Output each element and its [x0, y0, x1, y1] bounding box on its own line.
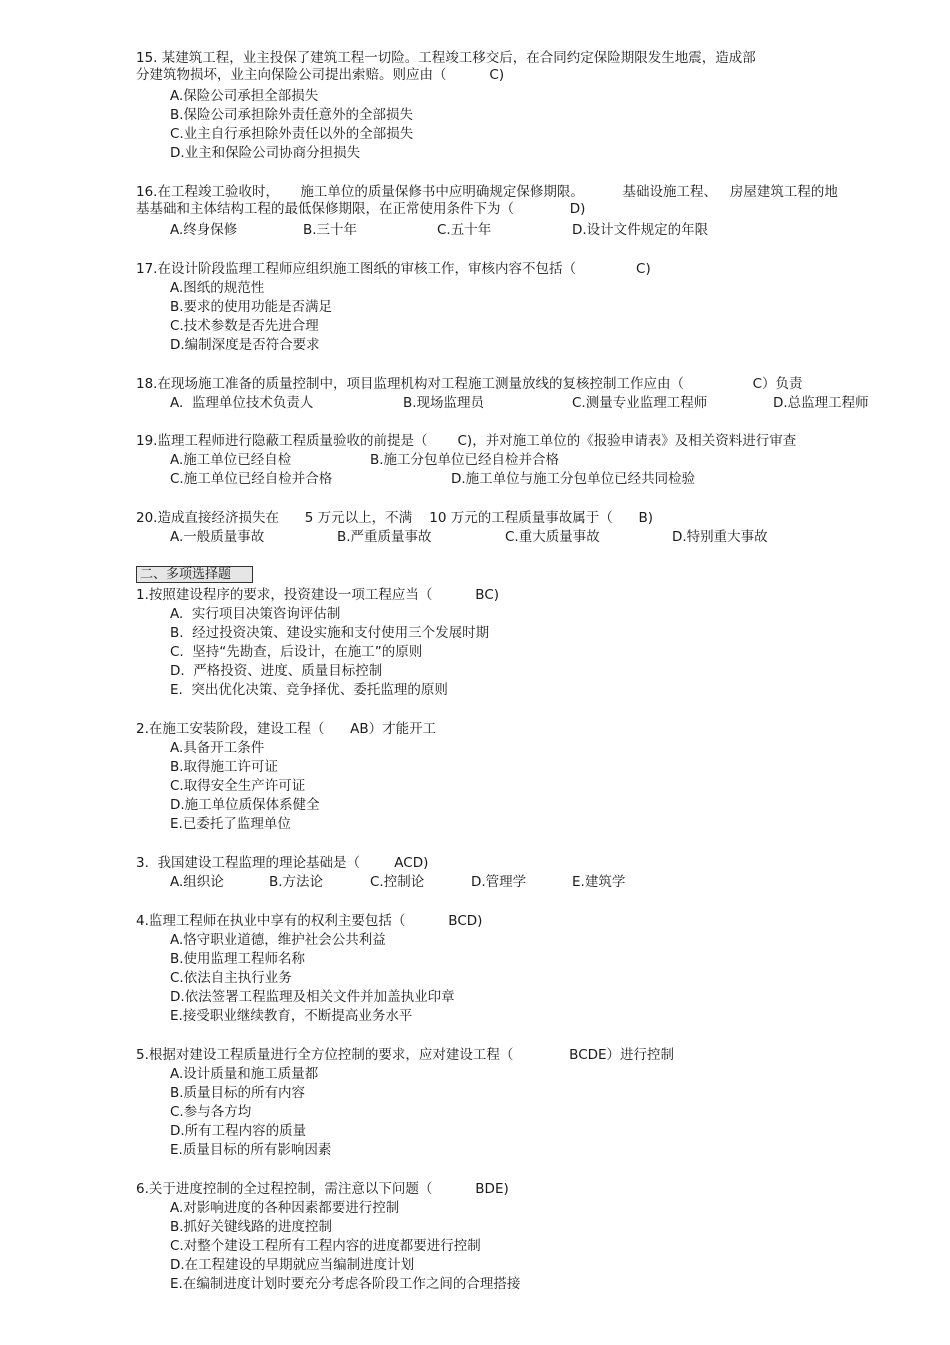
multi-question-1-option-c: C. 坚持“先勘查，后设计，在施工”的原则 [170, 644, 423, 660]
question-20-option-a: A.一般质量事故 [170, 529, 265, 545]
multi-question-2-option-d: D.施工单位质保体系健全 [170, 797, 320, 813]
question-16-option-d: D.设计文件规定的年限 [572, 222, 709, 238]
question-20-option-c: C.重大质量事故 [505, 529, 600, 545]
question-20-option-d: D.特别重大事故 [672, 529, 768, 545]
multi-question-2-option-c: C.取得安全生产许可证 [170, 778, 306, 794]
multi-question-5-option-b: B.质量目标的所有内容 [170, 1085, 306, 1101]
multi-question-6-option-e: E.在编制进度计划时要充分考虑各阶段工作之间的合理搭接 [170, 1276, 521, 1292]
question-16-option-a: A.终身保修 [170, 222, 238, 238]
question-15-option-c: C.业主自行承担除外责任以外的全部损失 [170, 126, 414, 142]
question-16-text: 16.在工程竣工验收时， 施工单位的质量保修书中应明确规定保修期限。 基础设施工程、 房屋建筑工程的地 [136, 184, 838, 200]
question-16-option-b: B.三十年 [303, 222, 358, 238]
question-16-option-c: C.五十年 [437, 222, 492, 238]
question-15-option-b: B.保险公司承担除外责任意外的全部损失 [170, 107, 414, 123]
section-header-multiple-choice: 二、多项选择题 [136, 566, 253, 583]
question-19-option-b: B.施工分包单位已经自检并合格 [370, 452, 560, 468]
multi-question-5-option-a: A.设计质量和施工质量都 [170, 1066, 319, 1082]
multi-question-6-option-a: A.对影响进度的各种因素都要进行控制 [170, 1200, 400, 1216]
question-17-option-c: C.技术参数是否先进合理 [170, 318, 319, 334]
multi-question-5-option-e: E.质量目标的所有影响因素 [170, 1142, 332, 1158]
multi-question-4-option-a: A.恪守职业道德，维护社会公共利益 [170, 932, 386, 948]
question-18-option-c: C.测量专业监理工程师 [572, 395, 708, 411]
multi-question-2-option-a: A.具备开工条件 [170, 740, 265, 756]
question-18-text: 18.在现场施工准备的质量控制中，项目监理机构对工程施工测量放线的复核控制工作应由（ C）负责 [136, 376, 803, 392]
question-19-option-c: C.施工单位已经自检并合格 [170, 471, 333, 487]
question-15-option-a: A.保险公司承担全部损失 [170, 88, 319, 104]
question-18-option-b: B.现场监理员 [403, 395, 485, 411]
question-15-text-cont: 分建筑物损坏，业主向保险公司提出索赔。则应由（ C) [136, 67, 505, 83]
question-15-option-d: D.业主和保险公司协商分担损失 [170, 145, 361, 161]
multi-question-6-option-d: D.在工程建设的早期就应当编制进度计划 [170, 1257, 415, 1273]
question-20-text: 20.造成直接经济损失在 5 万元以上，不满 10 万元的工程质量事故属于（ B) [136, 510, 654, 526]
multi-question-5-text: 5.根据对建设工程质量进行全方位控制的要求，应对建设工程（ BCDE）进行控制 [136, 1047, 675, 1063]
question-20-option-b: B.严重质量事故 [337, 529, 432, 545]
multi-question-3-option-d: D.管理学 [471, 874, 527, 890]
question-19-option-d: D.施工单位与施工分包单位已经共同检验 [451, 471, 696, 487]
question-19-option-a: A.施工单位已经自检 [170, 452, 292, 468]
question-15-text: 15. 某建筑工程，业主投保了建筑工程一切险。工程竣工移交后，在合同约定保险期限发生地震，造成部 [136, 50, 756, 66]
question-16-text-cont: 基基础和主体结构工程的最低保修期限，在正常使用条件下为（ D) [136, 201, 586, 217]
multi-question-2-option-e: E.已委托了监理单位 [170, 816, 291, 832]
multi-question-5-option-c: C.参与各方均 [170, 1104, 252, 1120]
question-18-option-a: A. 监理单位技术负责人 [170, 395, 314, 411]
multi-question-1-option-e: E. 突出优化决策、竞争择优、委托监理的原则 [170, 682, 448, 698]
multi-question-1-option-a: A. 实行项目决策咨询评估制 [170, 606, 341, 622]
multi-question-4-option-e: E.接受职业继续教育，不断提高业务水平 [170, 1008, 413, 1024]
multi-question-2-text: 2.在施工安装阶段，建设工程（ AB）才能开工 [136, 721, 437, 737]
multi-question-1-option-d: D. 严格投资、进度、质量目标控制 [170, 663, 383, 679]
multi-question-4-option-c: C.依法自主执行业务 [170, 970, 292, 986]
multi-question-3-option-c: C.控制论 [370, 874, 425, 890]
question-17-option-a: A.图纸的规范性 [170, 280, 265, 296]
multi-question-4-text: 4.监理工程师在执业中享有的权利主要包括（ BCD) [136, 913, 483, 929]
question-17-text: 17.在设计阶段监理工程师应组织施工图纸的审核工作，审核内容不包括（ C) [136, 261, 651, 277]
multi-question-4-option-b: B.使用监理工程师名称 [170, 951, 306, 967]
question-18-option-d: D.总监理工程师 [773, 395, 869, 411]
multi-question-1-option-b: B. 经过投资决策、建设实施和支付使用三个发展时期 [170, 625, 490, 641]
question-19-text: 19.监理工程师进行隐蔽工程质量验收的前提是（ C)，并对施工单位的《报验申请表》及相关资料进行审查 [136, 433, 797, 449]
question-17-option-b: B.要求的使用功能是否满足 [170, 299, 333, 315]
multi-question-1-text: 1.按照建设程序的要求，投资建设一项工程应当（ BC) [136, 587, 500, 603]
multi-question-6-text: 6.关于进度控制的全过程控制，需注意以下问题（ BDE) [136, 1181, 509, 1197]
multi-question-3-option-b: B.方法论 [269, 874, 324, 890]
multi-question-4-option-d: D.依法签署工程监理及相关文件并加盖执业印章 [170, 989, 455, 1005]
multi-question-6-option-c: C.对整个建设工程所有工程内容的进度都要进行控制 [170, 1238, 481, 1254]
multi-question-3-option-a: A.组织论 [170, 874, 224, 890]
multi-question-5-option-d: D.所有工程内容的质量 [170, 1123, 307, 1139]
multi-question-3-option-e: E.建筑学 [572, 874, 626, 890]
question-17-option-d: D.编制深度是否符合要求 [170, 337, 320, 353]
multi-question-2-option-b: B.取得施工许可证 [170, 759, 279, 775]
multi-question-6-option-b: B.抓好关键线路的进度控制 [170, 1219, 333, 1235]
multi-question-3-text: 3. 我国建设工程监理的理论基础是（ ACD) [136, 855, 429, 871]
